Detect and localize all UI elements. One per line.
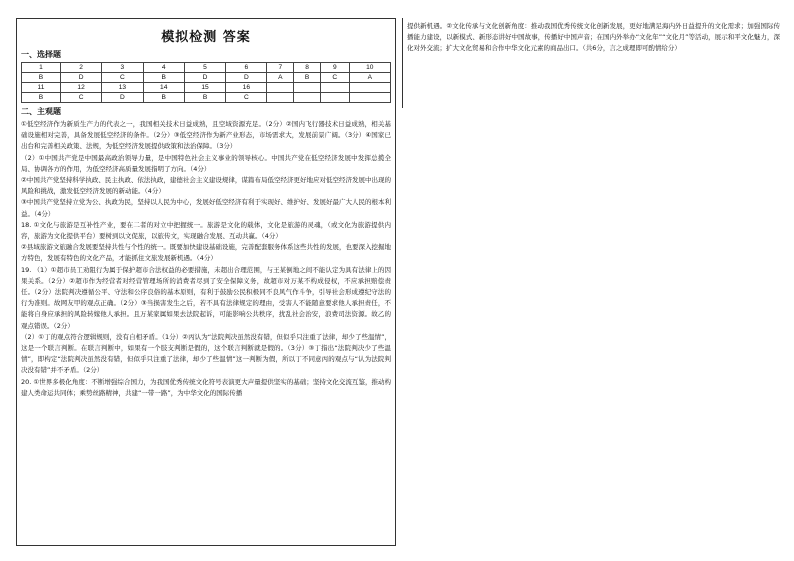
table-row: [22, 63, 391, 73]
answer-paragraph: ②县域旅游文旅融合发展要坚持共性与个性的统一。既要加快建设基础设施，完善配套服务体系这些共性的发展，也要深入挖掘地方特色，发展有特色的文化产品，才能抓住文旅发展新机遇。（4分）: [21, 243, 391, 263]
table-cell: 11: [22, 83, 61, 93]
section-subjective-heading: 二、主观题: [21, 107, 61, 116]
answer-paragraph: 20. ①世界多极化角度：不断增强综合国力，为我国优秀传统文化符号表演更大声量提供坚实的基础；坚持文化交流互鉴，推动构建人类命运共同体；乘势丝路精神，共建“一带一路”，为中华文化的国际传播: [21, 377, 391, 397]
table-cell: B: [143, 73, 184, 83]
table-cell: C: [102, 73, 143, 83]
table-cell: 6: [226, 63, 267, 73]
table-cell: 2: [60, 63, 101, 73]
table-cell: [294, 83, 321, 93]
table-cell: B: [184, 93, 225, 103]
answer-paragraph: ①低空经济作为新质生产力的代表之一，我国相关技术日益成熟，且空域资源充足。（2分）②国内飞行器技术日益成熟，相关基础设施相对完善，具备发展低空经济的条件。（2分）③低空经济作为新产业形态，市场需求大，发展前景广阔。（3分）④国家已出台和完善相关政策、法规，为低空经济发展提供政策和法治保障。（3分）: [21, 120, 391, 151]
table-cell: A: [349, 73, 390, 83]
table-cell: 13: [102, 83, 143, 93]
table-cell: B: [22, 73, 61, 83]
answer-paragraph: ③中国共产党坚持立党为公、执政为民，坚持以人民为中心，发展好低空经济有利于实现好、维护好、发展好最广大人民的根本利益。（4分）: [21, 198, 391, 218]
table-cell: 8: [294, 63, 321, 73]
table-cell: 4: [143, 63, 184, 73]
table-cell: 9: [321, 63, 350, 73]
table-row: [22, 93, 391, 103]
table-cell: [267, 83, 294, 93]
table-cell: 7: [267, 63, 294, 73]
table-cell: C: [321, 73, 350, 83]
table-cell: 15: [184, 83, 225, 93]
table-cell: B: [22, 93, 61, 103]
answer-table: [21, 62, 391, 103]
left-column: [16, 18, 396, 546]
table-cell: [349, 83, 390, 93]
table-cell: C: [60, 93, 101, 103]
table-cell: 10: [349, 63, 390, 73]
table-row: [22, 73, 391, 83]
table-cell: 1: [22, 63, 61, 73]
table-cell: 16: [226, 83, 267, 93]
table-cell: 5: [184, 63, 225, 73]
table-cell: 12: [60, 83, 101, 93]
table-cell: [321, 93, 350, 103]
table-cell: B: [294, 73, 321, 83]
answer-paragraph: （2）①丁的观点符合逻辑规则，没有自相矛盾。（1分）②丙认为“法院判决虽然没有错，但似乎只注重了法律，却少了些温情”，这是一个联言判断。在联言判断中，如果有一个肢支判断是假的，这个联言判断就是假的。（3分）③丁指出“法院判决少了些温情”，即构定“法院判决虽然没有错，但似乎只注重了法律，却少了些温情”这一判断为假，所以丁不同意丙的观点与“认为法院判决没有错”并不矛盾。（2分）: [21, 332, 391, 375]
answer-paragraph: ②中国共产党坚持科学执政、民主执政、依法执政，建德社会主义建设规律，谋篇布局低空经济更好地应对低空经济发展中出现的风险和挑战，激发低空经济发展的新动能。（4分）: [21, 176, 391, 196]
table-cell: [267, 93, 294, 103]
table-cell: A: [267, 73, 294, 83]
table-cell: 3: [102, 63, 143, 73]
table-cell: D: [184, 73, 225, 83]
table-cell: [349, 93, 390, 103]
answer-paragraph: 19. （1）①超市员工劝阻行为属于保护超市合法权益的必要措施，未超出合理范围，与王某倒地之间不能认定为具有法律上的因果关系。（2分）②超市作为经营者对经营管理场所的消费者尽到了安全保障义务，故超市对万某不构成侵权，不应承担赔偿责任。（2分）法院判决遵循公平、守法和公序良俗的基本原则，有利于鼓励公民积极同不良风气作斗争，引导社会形成遵纪守法的行为准则。故网友甲的观点正确。（2分）③当损害发生之后，若不具有法律规定的理由，受害人不能随意要求他人承担责任，不能将自身应承担的风险转嫁他人承担。且万某家属如果去法院起诉，可能影响公共秩序，扰乱社会治安，浪费司法资源。故乙的观点错误。（2分）: [21, 265, 391, 330]
table-cell: C: [226, 93, 267, 103]
table-cell: 14: [143, 83, 184, 93]
answer-paragraph: 18. ①文化与旅游是互补性产业，要在二者的对立中把握统一。旅游是文化的载体，文化是旅游的灵魂，（或文化为旅游提供内容，旅游为文化提供平台）要树到以文促旅，以旅传文，实现融合发展、互动共赢。（4分）: [21, 220, 391, 241]
table-cell: D: [226, 73, 267, 83]
table-row: [22, 83, 391, 93]
answer-paragraph: 提供新机遇。②文化传承与文化创新角度：推动我国优秀传统文化创新发展，更好地满足海内外日益提升的文化需求；加强国际传播能力建设，以新模式、新形态讲好中国故事，传播好中国声音；在国内外举办“文化年”“文化月”等活动，展示和平文化魅力，深化对外交流；扩大文化贸易和合作中华文化元素的商品出口。（共6分，言之成理即可酌情给分）: [407, 22, 780, 53]
answer-paragraph: （2）①中国共产党是中国最高政治领导力量，是中国特色社会主义事业的领导核心。中国共产党在低空经济发展中发挥总揽全局、协调各方的作用，为低空经济高质量发展指明了方向。（4分）: [21, 153, 391, 173]
table-cell: [294, 93, 321, 103]
section-choice-heading: 一、选择题: [21, 50, 61, 59]
table-cell: B: [143, 93, 184, 103]
table-cell: [321, 83, 350, 93]
table-cell: D: [102, 93, 143, 103]
page-title: 模拟检测 答案: [161, 30, 251, 45]
table-cell: D: [60, 73, 101, 83]
right-column: [402, 18, 784, 108]
